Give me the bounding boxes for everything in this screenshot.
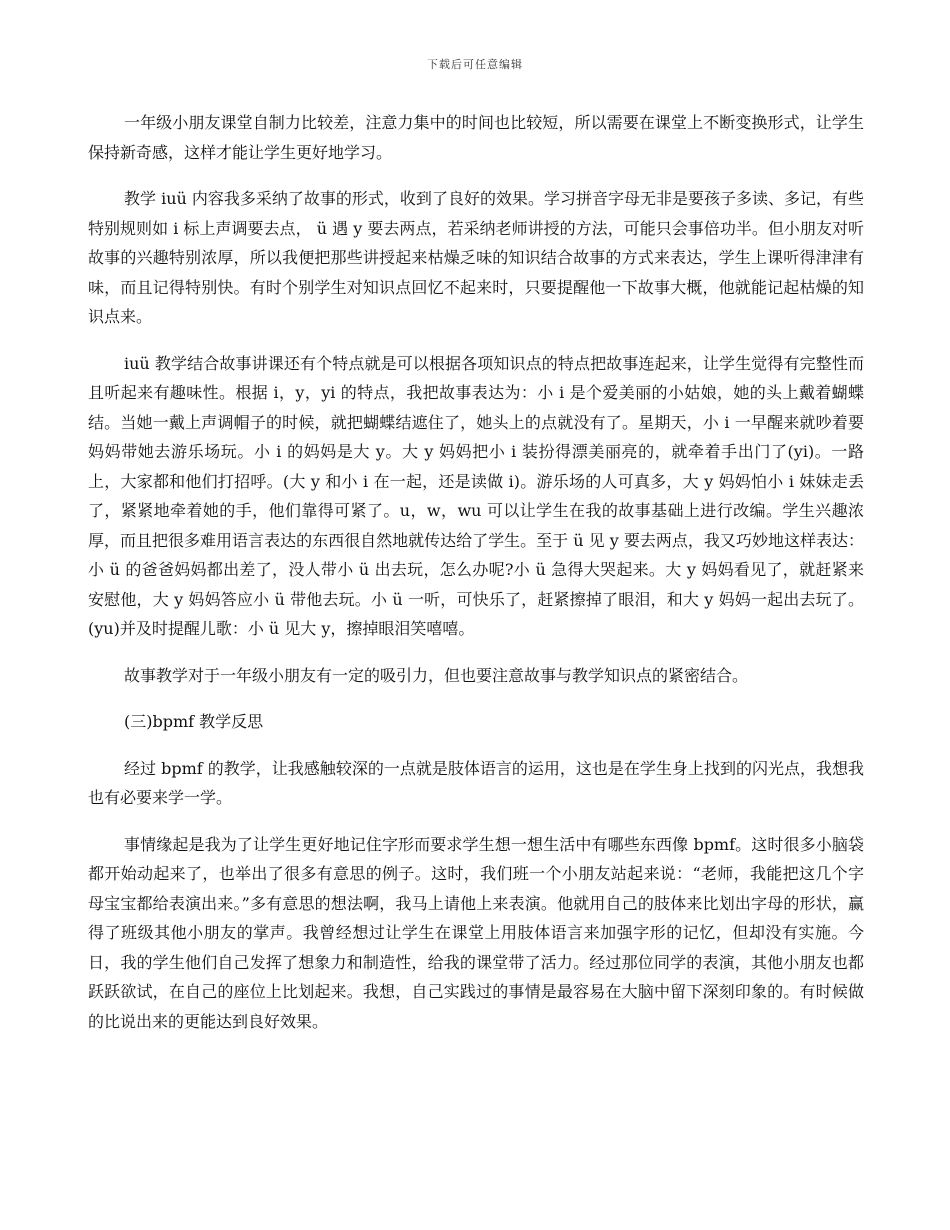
document-body bbox=[88, 108, 864, 1053]
paragraph-story-conclusion: 故事教学对于一年级小朋友有一定的吸引力，但也要注意故事与教学知识点的紧密结合。 bbox=[124, 665, 749, 685]
paragraph-bpmf-body-language: 经过 bpmf 的教学，让我感触较深的一点就是肢体语言的运用，这也是在学生身上找到的闪光点，我想我也有必要来学一学。 bbox=[88, 758, 864, 807]
paragraph-iuu-story-details: iuü 教学结合故事讲课还有个特点就是可以根据各项知识点的特点把故事连起来，让学生觉得有完整性而且听起来有趣味性。根据 i，y，yi 的特点，我把故事表达为：小 i 是个爱美丽的小姑娘，她的头上戴着蝴蝶结。当她一戴上声调帽子的时候，就把蝴蝶结遮住了，她头上的点就没有了。星期天，小 i 一早醒来就吵着要妈妈带她去游乐场玩。小 i 的妈妈是大 y。大 y 妈妈把小 i 装扮得漂美丽亮的，就牵着手出门了(yi)。一路上，大家都和他们打招呼。(大 y 和小 i 在一起，还是读做 i)。游乐场的人可真多，大 y 妈妈怕小 i 妹妹走丢了，紧紧地牵着她的手，他们靠得可紧了。u，w，wu 可以让学生在我的故事基础上进行改编。学生兴趣浓厚，而且把很多难用语言表达的东西很自然地就传达给了学生。至于 ü 见 y 要去两点，我又巧妙地这样表达：小 ü 的爸爸妈妈都出差了，没人带小 ü 出去玩，怎么办呢?小 ü 急得大哭起来。大 y 妈妈看见了，就赶紧来安慰他，大 y 妈妈答应小 ü 带他去玩。小 ü 一听，可快乐了，赶紧擦掉了眼泪，和大 y 妈妈一起出去玩了。(yu)并及时提醒儿歌：小 ü 见大 y，擦掉眼泪笑嘻嘻。 bbox=[88, 353, 864, 638]
paragraph-intro: 一年级小朋友课堂自制力比较差，注意力集中的时间也比较短，所以需要在课堂上不断变换形式，让学生保持新奇感，这样才能让学生更好地学习。 bbox=[88, 113, 864, 162]
paragraph-iuu-story-method: 教学 iuü 内容我多采纳了故事的形式，收到了良好的效果。学习拼音字母无非是要孩子多读、多记，有些特别规则如 i 标上声调要去点， ü 遇 y 要去两点，若采纳老师讲授的方法，可能只会事倍功半。但小朋友对听故事的兴趣特别浓厚，所以我便把那些讲授起来枯燥乏味的知识结合故事的方式来表达，学生上课听得津津有味，而且记得特别快。有时个别学生对知识点回忆不起来时，只要提醒他一下故事大概，他就能记起枯燥的知识点来。 bbox=[88, 189, 864, 326]
section-heading-bpmf: (三)bpmf 教学反思 bbox=[124, 712, 264, 731]
paragraph-bpmf-example: 事情缘起是我为了让学生更好地记住字形而要求学生想一想生活中有哪些东西像 bpmf。这时很多小脑袋都开始动起来了，也举出了很多有意思的例子。这时，我们班一个小朋友站起来说：“老师，我能把这几个字母宝宝都给表演出来。”多有意思的想法啊，我马上请他上来表演。他就用自己的肢体来比划出字母的形状，赢得了班级其他小朋友的掌声。我曾经想过让学生在课堂上用肢体语言来加强字形的记忆，但却没有实施。今日，我的学生他们自己发挥了想象力和制造性，给我的课堂带了活力。经过那位同学的表演，其他小朋友也都跃跃欲试，在自己的座位上比划起来。我想，自己实践过的事情是最容易在大脑中留下深刻印象的。有时候做的比说出来的更能达到良好效果。 bbox=[88, 834, 864, 1031]
page-header: 下载后可任意编辑 bbox=[427, 58, 523, 71]
